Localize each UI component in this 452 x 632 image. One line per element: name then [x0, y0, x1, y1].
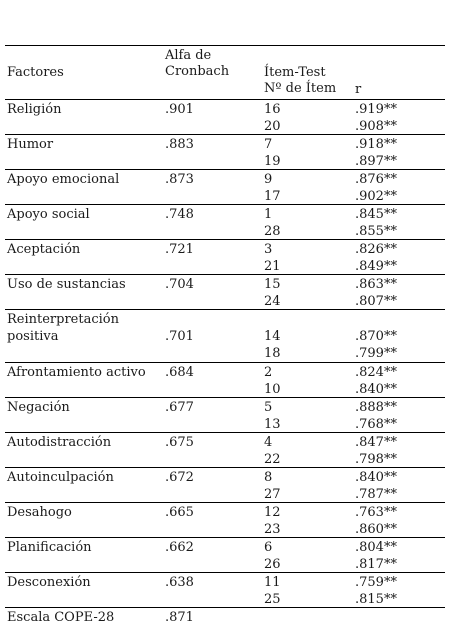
correlation-cell	[355, 206, 397, 240]
correlation-cell	[355, 504, 397, 538]
table-row	[5, 398, 445, 433]
factor-cell: Humor	[7, 137, 54, 152]
correlation-value: .918**	[355, 137, 397, 152]
correlation-cell	[355, 399, 397, 433]
correlation-value: .919**	[355, 102, 397, 117]
item-number: 18	[264, 346, 281, 361]
item-number-cell	[264, 399, 281, 433]
correlation-value: .759**	[355, 575, 397, 590]
alpha-cell: .665	[165, 505, 194, 520]
item-number-cell	[264, 574, 281, 608]
item-number-cell	[264, 328, 281, 362]
reliability-table	[5, 45, 445, 632]
correlation-cell	[355, 171, 397, 205]
correlation-cell	[355, 276, 397, 310]
item-number: 1	[264, 207, 273, 222]
alpha-cell: .873	[165, 172, 194, 187]
item-number: 21	[264, 259, 281, 274]
correlation-value: .768**	[355, 417, 397, 432]
alpha-cell: .638	[165, 575, 194, 590]
item-number: 11	[264, 575, 281, 590]
header-alfa: Alfa de Cronbach	[165, 48, 230, 79]
factor-cell: Apoyo emocional	[7, 172, 120, 187]
factor-cell: Uso de sustancias	[7, 277, 126, 292]
alpha-cell: .662	[165, 540, 194, 555]
factor-cell: Afrontamiento activo	[7, 365, 146, 380]
table-row	[5, 135, 445, 170]
correlation-value: .902**	[355, 189, 397, 204]
table-row	[5, 363, 445, 398]
correlation-cell	[355, 434, 397, 468]
factor-cell: Desahogo	[7, 505, 72, 520]
correlation-cell	[355, 328, 397, 362]
alpha-cell: .883	[165, 137, 194, 152]
correlation-value: .826**	[355, 242, 397, 257]
item-number-cell	[264, 206, 281, 240]
alpha-cell: .672	[165, 470, 194, 485]
correlation-value: .807**	[355, 294, 397, 309]
table-body	[5, 100, 445, 632]
item-number: 5	[264, 400, 273, 415]
correlation-value: .799**	[355, 346, 397, 361]
item-number-cell	[264, 434, 281, 468]
table-header	[5, 46, 445, 100]
alpha-cell: .675	[165, 435, 194, 450]
item-number: 20	[264, 119, 281, 134]
correlation-value: .840**	[355, 470, 397, 485]
alpha-cell: .901	[165, 102, 194, 117]
alpha-cell: .684	[165, 365, 194, 380]
table-row	[5, 240, 445, 275]
correlation-value: .897**	[355, 154, 397, 169]
item-number: 23	[264, 522, 281, 537]
header-r: r	[355, 82, 362, 97]
alpha-cell: .704	[165, 277, 194, 292]
item-number-cell	[264, 171, 281, 205]
item-number: 13	[264, 417, 281, 432]
factor-cell: Planificación	[7, 540, 92, 555]
correlation-value: .876**	[355, 172, 397, 187]
item-number: 24	[264, 294, 281, 309]
correlation-value: .817**	[355, 557, 397, 572]
correlation-value: .804**	[355, 540, 397, 555]
factor-cell: Desconexión	[7, 575, 91, 590]
correlation-value: .798**	[355, 452, 397, 467]
item-number: 17	[264, 189, 281, 204]
correlation-cell	[355, 539, 397, 573]
item-number-cell	[264, 364, 281, 398]
item-number: 22	[264, 452, 281, 467]
item-number-cell	[264, 101, 281, 135]
correlation-value: .787**	[355, 487, 397, 502]
correlation-cell	[355, 241, 397, 275]
correlation-value: .888**	[355, 400, 397, 415]
item-number-cell	[264, 241, 281, 275]
item-number: 15	[264, 277, 281, 292]
correlation-value: .840**	[355, 382, 397, 397]
correlation-cell	[355, 364, 397, 398]
correlation-value: .855**	[355, 224, 397, 239]
item-number-cell	[264, 276, 281, 310]
item-number: 10	[264, 382, 281, 397]
correlation-value: .847**	[355, 435, 397, 450]
correlation-value: .849**	[355, 259, 397, 274]
table-row	[5, 100, 445, 135]
item-number: 4	[264, 435, 273, 450]
item-number: 19	[264, 154, 281, 169]
factor-cell: Reinterpretación positiva	[7, 312, 119, 344]
correlation-value: .845**	[355, 207, 397, 222]
item-number: 6	[264, 540, 273, 555]
header-factores: Factores	[7, 65, 64, 80]
item-number: 26	[264, 557, 281, 572]
correlation-value: .824**	[355, 365, 397, 380]
factor-cell: Aceptación	[7, 242, 81, 257]
item-number: 16	[264, 102, 281, 117]
correlation-value: .870**	[355, 329, 397, 344]
item-number-cell	[264, 136, 281, 170]
factor-cell: Religión	[7, 102, 62, 117]
correlation-cell	[355, 574, 397, 608]
item-number: 25	[264, 592, 281, 607]
correlation-cell	[355, 469, 397, 503]
alpha-cell: .748	[165, 207, 194, 222]
correlation-cell	[355, 101, 397, 135]
correlation-value: .908**	[355, 119, 397, 134]
item-number: 3	[264, 242, 273, 257]
item-number: 8	[264, 470, 273, 485]
correlation-value: .860**	[355, 522, 397, 537]
item-number: 12	[264, 505, 281, 520]
table-row	[5, 170, 445, 205]
item-number-cell	[264, 504, 281, 538]
item-number-cell	[264, 539, 281, 573]
table-row	[5, 205, 445, 240]
factor-cell: Negación	[7, 400, 70, 415]
factor-cell: Escala COPE-28	[7, 610, 115, 625]
table-row	[5, 275, 445, 310]
factor-cell: Autodistracción	[7, 435, 112, 450]
table-row	[5, 468, 445, 503]
factor-cell: Autoinculpación	[7, 470, 114, 485]
table-row	[5, 608, 445, 632]
item-number: 28	[264, 224, 281, 239]
table-row	[5, 538, 445, 573]
alpha-cell: .721	[165, 242, 194, 257]
item-number: 9	[264, 172, 273, 187]
item-number: 2	[264, 365, 273, 380]
factor-cell: Apoyo social	[7, 207, 90, 222]
alpha-cell: .701	[165, 329, 194, 344]
header-item-test: Ítem-Test Nº de Ítem	[264, 65, 337, 96]
alpha-cell: .677	[165, 400, 194, 415]
table-row	[5, 433, 445, 468]
correlation-value: .815**	[355, 592, 397, 607]
item-number: 27	[264, 487, 281, 502]
alpha-cell: .871	[165, 610, 194, 625]
item-number: 14	[264, 329, 281, 344]
item-number: 7	[264, 137, 273, 152]
table-row	[5, 503, 445, 538]
correlation-cell	[355, 136, 397, 170]
item-number-cell	[264, 469, 281, 503]
correlation-value: .863**	[355, 277, 397, 292]
table-row	[5, 573, 445, 608]
correlation-value: .763**	[355, 505, 397, 520]
table-row	[5, 310, 445, 363]
